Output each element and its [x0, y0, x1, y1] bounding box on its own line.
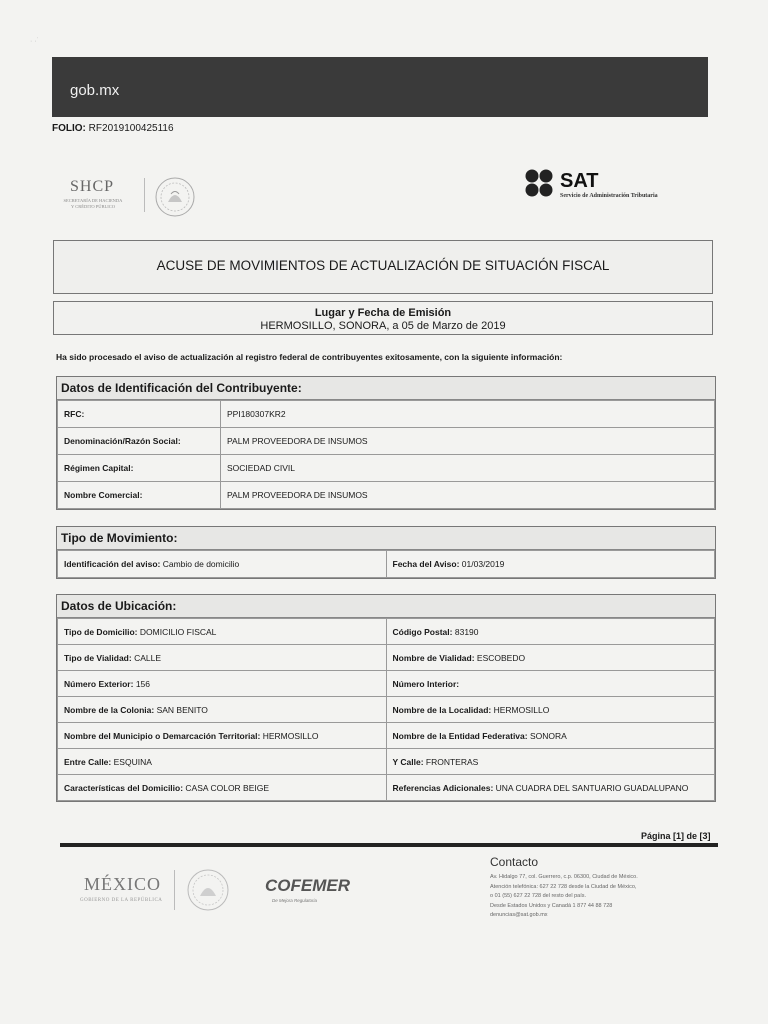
- rfc-value: PPI180307KR2: [221, 401, 715, 428]
- field-value: ESCOBEDO: [476, 652, 526, 663]
- table-row: [58, 775, 715, 801]
- contact-line: o 01 (55) 627 22 728 del resto del país.: [490, 893, 587, 899]
- contact-heading: Contacto: [490, 855, 539, 869]
- shcp-sub-line: Y CRÉDITO PÚBLICO: [70, 204, 115, 209]
- document-title-box: [53, 240, 713, 294]
- field-label: Tipo de Vialidad:: [64, 652, 132, 663]
- page-indicator: Página [1] de [3]: [641, 831, 711, 841]
- aviso-cell: [58, 551, 387, 578]
- footer: [60, 855, 718, 930]
- identificacion-title: Datos de Identificación del Contribuyente:: [57, 377, 715, 400]
- aviso-value: Cambio de domicilio: [162, 559, 240, 569]
- mexico-subtitle: GOBIERNO DE LA REPÚBLICA: [80, 898, 163, 903]
- sat-logo: [524, 168, 704, 208]
- field-label: Entre Calle:: [64, 756, 112, 767]
- gob-mx-brand[interactable]: gob.mx: [70, 82, 120, 99]
- table-row: [58, 697, 715, 723]
- identificacion-table: [57, 400, 715, 509]
- folio-value: RF2019100425116: [88, 123, 174, 134]
- contact-line: Desde Estados Unidos y Canadá 1 877 44 88 728: [490, 902, 613, 909]
- ubicacion-title: Datos de Ubicación:: [57, 595, 715, 618]
- mexico-seal-icon: [186, 868, 230, 912]
- mexico-divider: [174, 870, 175, 910]
- fecha-aviso-value: 01/03/2019: [461, 559, 505, 569]
- fecha-aviso-label: Fecha del Aviso:: [392, 559, 460, 569]
- nombre-comercial-value: PALM PROVEEDORA DE INSUMOS: [221, 482, 715, 509]
- codigo-postal-cell: [386, 619, 715, 645]
- caracteristicas-cell: [58, 775, 387, 801]
- field-value: UNA CUADRA DEL SANTUARIO GUADALUPANO: [495, 782, 689, 793]
- identificacion-section: [56, 376, 716, 510]
- field-label: Nombre de Vialidad:: [392, 652, 475, 663]
- footer-divider: [60, 843, 718, 847]
- scan-speck: · ·˙: [30, 38, 39, 45]
- aviso-label: Identificación del aviso:: [64, 559, 161, 569]
- field-label: Nombre del Municipio o Demarcación Territorial:: [64, 730, 261, 741]
- cofemer-subtitle: De Mejora Regulatoria: [272, 898, 318, 903]
- numero-interior-cell: [386, 671, 715, 697]
- y-calle-cell: [386, 749, 715, 775]
- table-row: [58, 482, 715, 509]
- entidad-federativa-cell: [386, 723, 715, 749]
- table-row: [58, 551, 715, 578]
- field-value: SAN BENITO: [156, 704, 208, 715]
- sat-dots-icon: [524, 168, 558, 202]
- tipo-vialidad-cell: [58, 645, 387, 671]
- table-row: [58, 428, 715, 455]
- regimen-value: SOCIEDAD CIVIL: [221, 455, 715, 482]
- shcp-sub-line: SECRETARÍA DE HACIENDA: [63, 198, 123, 203]
- field-value: HERMOSILLO: [493, 704, 550, 715]
- field-label: Nombre de la Colonia:: [64, 704, 155, 715]
- rfc-label: RFC:: [58, 401, 221, 428]
- shcp-divider: [144, 178, 145, 212]
- municipio-cell: [58, 723, 387, 749]
- localidad-cell: [386, 697, 715, 723]
- shcp-subtitle: [58, 198, 128, 210]
- field-label: Nombre de la Localidad:: [392, 704, 492, 715]
- cofemer-logo: COFEMER: [265, 876, 350, 895]
- numero-exterior-cell: [58, 671, 387, 697]
- table-row: [58, 619, 715, 645]
- field-label: Nombre de la Entidad Federativa:: [392, 730, 528, 741]
- shcp-logo: [58, 176, 208, 226]
- sat-subtitle: Servicio de Administración Tributaria: [560, 193, 658, 199]
- razon-social-value: PALM PROVEEDORA DE INSUMOS: [221, 428, 715, 455]
- field-value: ESQUINA: [113, 756, 152, 767]
- emission-heading: Lugar y Fecha de Emisión: [314, 307, 452, 319]
- shcp-name: SHCP: [70, 178, 115, 195]
- fecha-aviso-cell: [386, 551, 715, 578]
- tipo-domicilio-cell: [58, 619, 387, 645]
- field-label: Tipo de Domicilio:: [64, 626, 138, 637]
- contact-line: Av. Hidalgo 77, col. Guerrero, c.p. 06300, Ciudad de México.: [490, 874, 638, 880]
- mexico-seal-icon: [154, 176, 196, 218]
- emission-value: HERMOSILLO, SONORA, a 05 de Marzo de 2019: [260, 320, 506, 332]
- document-title: ACUSE DE MOVIMIENTOS DE ACTUALIZACIÓN DE SITUACIÓN FISCAL: [156, 258, 610, 273]
- folio-label: FOLIO:: [52, 123, 86, 134]
- table-row: [58, 401, 715, 428]
- field-value: 156: [135, 678, 150, 689]
- movimiento-table: [57, 550, 715, 578]
- folio: [52, 123, 174, 134]
- table-row: [58, 749, 715, 775]
- mexico-name: MÉXICO: [84, 874, 161, 894]
- nombre-comercial-label: Nombre Comercial:: [58, 482, 221, 509]
- entre-calle-cell: [58, 749, 387, 775]
- table-row: [58, 455, 715, 482]
- razon-social-label: Denominación/Razón Social:: [58, 428, 221, 455]
- ubicacion-table: [57, 618, 715, 801]
- table-row: [58, 645, 715, 671]
- ubicacion-section: [56, 594, 716, 802]
- field-label: Características del Domicilio:: [64, 782, 184, 793]
- nombre-vialidad-cell: [386, 645, 715, 671]
- movimiento-section: [56, 526, 716, 579]
- field-value: 83190: [454, 626, 479, 637]
- table-row: [58, 671, 715, 697]
- regimen-label: Régimen Capital:: [58, 455, 221, 482]
- contact-email[interactable]: denuncias@sat.gob.mx: [490, 912, 548, 918]
- field-value: CALLE: [134, 652, 162, 663]
- field-value: SONORA: [529, 730, 567, 741]
- field-label: Referencias Adicionales:: [392, 782, 494, 793]
- emission-box: [53, 301, 713, 335]
- field-value: HERMOSILLO: [262, 730, 319, 741]
- intro-text: Ha sido procesado el aviso de actualización al registro federal de contribuyentes exitosamente, con la siguiente información:: [56, 352, 563, 362]
- sat-name: SAT: [560, 170, 599, 192]
- field-value: FRONTERAS: [425, 756, 479, 767]
- field-value: DOMICILIO FISCAL: [139, 626, 217, 637]
- table-row: [58, 723, 715, 749]
- colonia-cell: [58, 697, 387, 723]
- contact-line: Atención telefónica: 627 22 728 desde la Ciudad de México,: [490, 883, 637, 890]
- field-label: Código Postal:: [392, 626, 453, 637]
- gob-header-bar: [52, 57, 708, 117]
- movimiento-title: Tipo de Movimiento:: [57, 527, 715, 550]
- contact-info: [490, 873, 718, 921]
- field-label: Y Calle:: [392, 756, 424, 767]
- field-value: CASA COLOR BEIGE: [185, 782, 270, 793]
- field-label: Número Exterior:: [64, 678, 134, 689]
- field-label: Número Interior:: [392, 678, 460, 689]
- referencias-cell: [386, 775, 715, 801]
